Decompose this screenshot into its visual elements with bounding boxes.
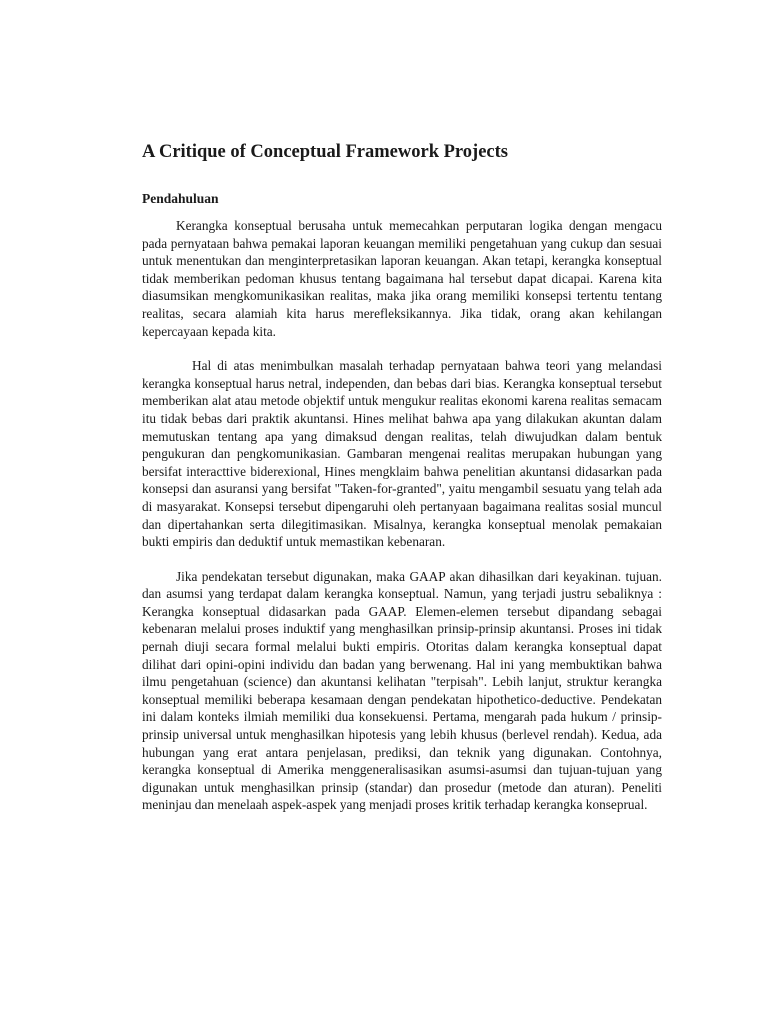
paragraph-1: Kerangka konseptual berusaha untuk memecahkan perputaran logika dengan mengacu pada pernyataan bahwa pemakai laporan keuangan memiliki pengetahuan yang cukup dan sesuai untuk menentukan dan menginterpretasikan laporan keuangan. Akan tetapi, kerangka konseptual tidak memberikan pedoman khusus tentang bagaimana hal tersebut dapat dicapai. Karena kita diasumsikan mengkomunikasikan realitas, maka jika orang memiliki konsepsi tertentu tentang realitas, secara alamiah kita harus merefleksikannya. Jika tidak, orang akan kehilangan kepercayaan kepada kita. <box>142 218 662 339</box>
paragraph-2: Hal di atas menimbulkan masalah terhadap pernyataan bahwa teori yang melandasi kerangka konseptual harus netral, independen, dan bebas dari bias. Kerangka konseptual tersebut memberikan alat atau metode objektif untuk mengukur realitas ekonomi karena realitas semacam itu tidak bebas dari praktik akuntansi. Hines melihat bahwa apa yang dilakukan akuntan dalam memutuskan tentang apa yang dimaksud dengan realitas, telah diwujudkan dalam bentuk pengukuran dan pengkomunikasian. Gambaran mengenai realitas merupakan hubungan yang bersifat interacttive biderexional, Hines mengklaim bahwa penelitian akuntansi didasarkan pada konsepsi dan asuransi yang bersifat "Taken-for-granted", yaitu mengambil sesuatu yang telah ada di masyarakat. Konsepsi tersebut dipengaruhi oleh pertanyaan bagaimana realitas sosial muncul dan dipertahankan serta dilegitimasikan. Misalnya, kerangka konseptual menolak pemakaian bukti empiris dan deduktif untuk memastikan kebenaran. <box>142 358 662 550</box>
document-page <box>142 140 662 831</box>
paragraph-3: Jika pendekatan tersebut digunakan, maka GAAP akan dihasilkan dari keyakinan. tujuan. dan asumsi yang terdapat dalam kerangka konseptual. Namun, yang terjadi justru sebaliknya : Kerangka konseptual didasarkan pada GAAP. Elemen-elemen tersebut dipandang sebagai kebenaran melalui proses induktif yang menghasilkan prinsip-prinsip akuntansi. Proses ini tidak pernah diuji secara formal melalui bukti empiris. Otoritas dalam kerangka konseptual dapat dilihat dari opini-opini individu dan badan yang berwenang. Hal ini yang membuktikan bahwa ilmu pengetahuan (science) dan akuntansi kelihatan "terpisah". Lebih lanjut, struktur kerangka konseptual memiliki beberapa kesamaan dengan pendekatan hipothetico-deductive. Pendekatan ini dalam konteks ilmiah memiliki dua konsekuensi. Pertama, mengarah pada hukum / prinsip-prinsip universal untuk menghasilkan hipotesis yang lebih khusus (berlevel rendah). Kedua, ada hubungan yang erat antara penjelasan, prediksi, dan teknik yang digunakan. Contohnya, kerangka konseptual di Amerika menggeneralisasikan asumsi-asumsi dan tujuan-tujuan yang digunakan untuk menghasilkan prinsip (standar) dan prosedur (metode dan aturan). Peneliti meninjau dan menelaah aspek-aspek yang menjadi proses kritik terhadap kerangka konseprual. <box>142 568 662 813</box>
document-title: A Critique of Conceptual Framework Projects <box>142 142 508 162</box>
section-heading: Pendahuluan <box>142 191 219 206</box>
